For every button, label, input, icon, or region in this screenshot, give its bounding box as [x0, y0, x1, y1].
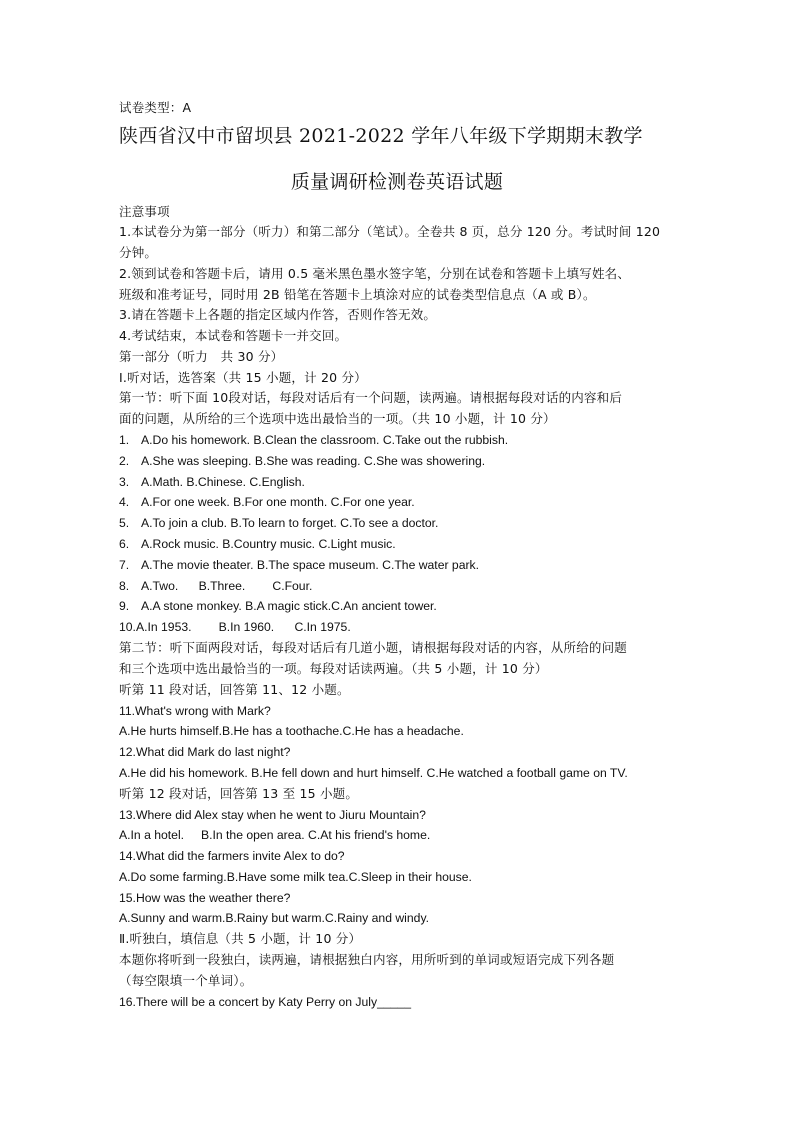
note-line: 班级和准考证号，同时用 2B 铅笔在答题卡上填涂对应的试卷类型信息点（A 或 B）。	[119, 287, 596, 302]
question-item: 10.A.In 1953. B.In 1960. C.In 1975.	[119, 620, 351, 634]
question-options: A.To join a club. B.To learn to forget. C.To see a doctor.	[141, 516, 439, 530]
question-options: A.Rock music. B.Country music. C.Light music.	[141, 537, 396, 551]
question-item	[119, 474, 305, 490]
question-number: 5.	[119, 516, 130, 530]
question-options: A.In a hotel. B.In the open area. C.At his friend's home.	[119, 828, 431, 842]
notes-heading: 注意事项	[119, 204, 170, 219]
question-options: A.A stone monkey. B.A magic stick.C.An ancient tower.	[141, 599, 437, 613]
note-line: 3.请在答题卡上各题的指定区域内作答，否则作答无效。	[119, 307, 437, 322]
note-line: 1.本试卷分为第一部分（听力）和第二部分（笔试）。全卷共 8 页，总分 120 分。考试时间 120	[119, 224, 661, 239]
section2-line: 本题你将听到一段独白，读两遍，请根据独白内容，用所听到的单词或短语完成下列各题	[119, 952, 615, 967]
dialog-intro: 听第 11 段对话，回答第 11、12 小题。	[119, 682, 350, 697]
question-number: 4.	[119, 495, 130, 509]
sub1-line: 第一节：听下面 10段对话，每段对话后有一个问题，读两遍。请根据每段对话的内容和后	[119, 390, 623, 405]
sub1-line: 面的问题，从所给的三个选项中选出最恰当的一项。（共 10 小题，计 10 分）	[119, 411, 556, 426]
question-stem: 13.Where did Alex stay when he went to Jiuru Mountain?	[119, 808, 426, 822]
question-item	[119, 578, 312, 594]
question-options: A.Do some farming.B.Have some milk tea.C.Sleep in their house.	[119, 870, 472, 884]
question-options: A.He hurts himself.B.He has a toothache.C.He has a headache.	[119, 724, 464, 738]
question-item	[119, 494, 415, 510]
section2-line: （每空限填一个单词）。	[119, 973, 253, 988]
question-number: 6.	[119, 537, 130, 551]
question-stem: 14.What did the farmers invite Alex to do?	[119, 849, 345, 863]
question-item	[119, 557, 479, 573]
note-line: 4.考试结束，本试卷和答题卡一并交回。	[119, 328, 348, 343]
question-item	[119, 453, 485, 469]
question-stem: 12.What did Mark do last night?	[119, 745, 291, 759]
fill-in-question: 16.There will be a concert by Katy Perry on July_____	[119, 995, 411, 1009]
paper-type: 试卷类型：A	[119, 100, 192, 115]
question-options: A.The movie theater. B.The space museum. C.The water park.	[141, 558, 480, 572]
sub2-line: 第二节：听下面两段对话，每段对话后有几道小题，请根据每段对话的内容，从所给的问题	[119, 640, 628, 655]
question-stem: 15.How was the weather there?	[119, 891, 291, 905]
note-line: 分钟。	[119, 245, 158, 260]
question-options: A.Math. B.Chinese. C.English.	[141, 475, 305, 489]
question-options: A.Two. B.Three. C.Four.	[141, 579, 313, 593]
question-number: 9.	[119, 599, 130, 613]
section1-heading: Ⅰ.听对话，选答案（共 15 小题，计 20 分）	[119, 370, 367, 385]
question-number: 7.	[119, 558, 130, 572]
question-number: 2.	[119, 454, 130, 468]
question-options: A.He did his homework. B.He fell down and hurt himself. C.He watched a football game on TV.	[119, 766, 628, 780]
question-item	[119, 432, 508, 448]
question-item	[119, 598, 437, 614]
section2-heading: Ⅱ.听独白，填信息（共 5 小题，计 10 分）	[119, 931, 362, 946]
question-item	[119, 536, 396, 552]
title-line-2: 质量调研检测卷英语试题	[290, 171, 504, 193]
dialog-intro: 听第 12 段对话，回答第 13 至 15 小题。	[119, 786, 359, 801]
note-line: 2.领到试卷和答题卡后，请用 0.5 毫米黑色墨水签字笔，分别在试卷和答题卡上填写姓名、	[119, 266, 631, 281]
question-number: 8.	[119, 579, 130, 593]
question-number: 1.	[119, 433, 130, 447]
sub2-line: 和三个选项中选出最恰当的一项。每段对话读两遍。（共 5 小题，计 10 分）	[119, 661, 548, 676]
question-options: A.Sunny and warm.B.Rainy but warm.C.Rainy and windy.	[119, 911, 430, 925]
question-options: A.She was sleeping. B.She was reading. C.She was showering.	[141, 454, 486, 468]
question-number: 3.	[119, 475, 130, 489]
question-item	[119, 515, 438, 531]
question-options: A.Do his homework. B.Clean the classroom. C.Take out the rubbish.	[141, 433, 509, 447]
part1-heading: 第一部分（听力 共 30 分）	[119, 349, 284, 364]
title-line-1: 陕西省汉中市留坝县 2021-2022 学年八年级下学期期末教学	[119, 125, 643, 147]
question-options: A.For one week. B.For one month. C.For one year.	[141, 495, 415, 509]
question-stem: 11.What's wrong with Mark?	[119, 704, 271, 718]
